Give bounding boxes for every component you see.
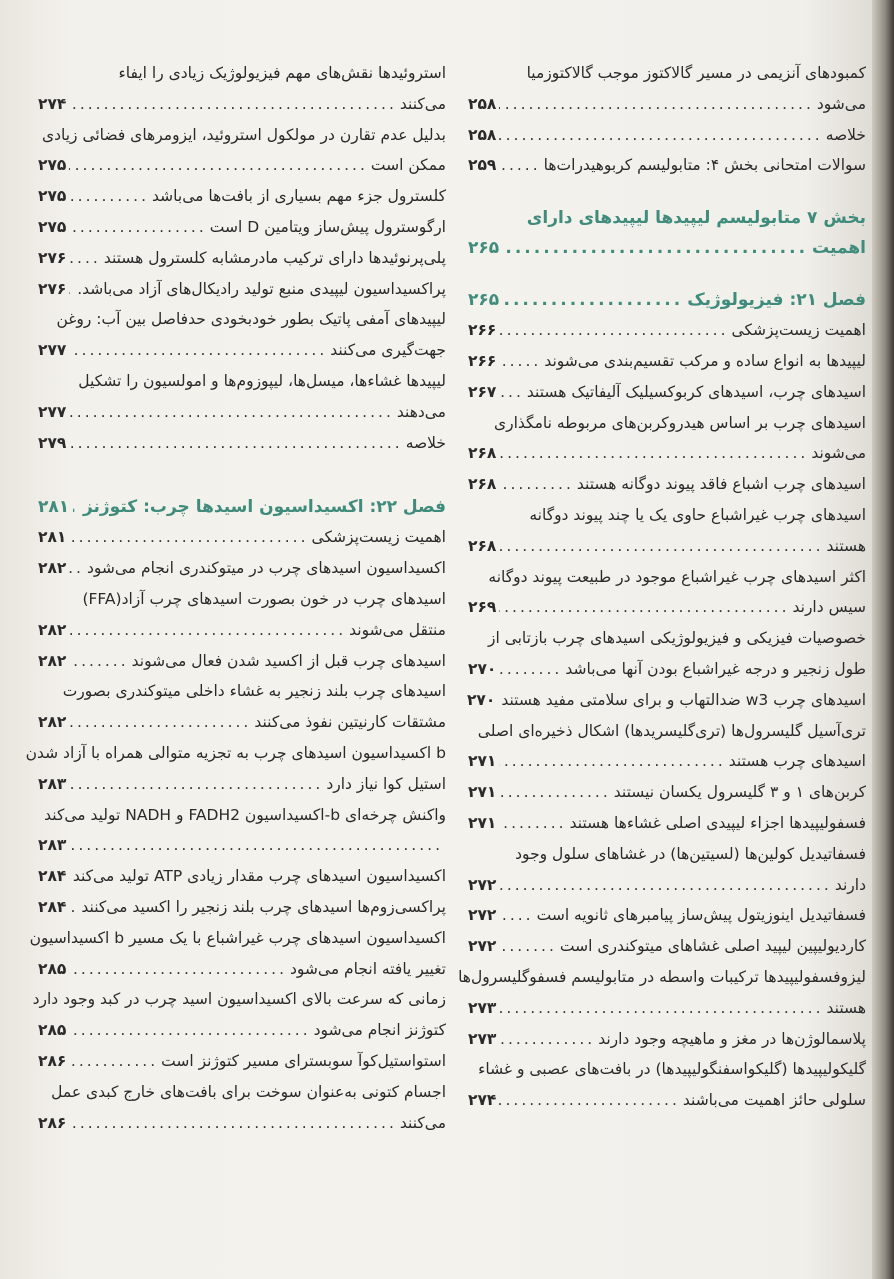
leader-dots: [69, 892, 78, 923]
toc-entry: [38, 1046, 446, 1077]
leader-dots: [499, 592, 789, 623]
entry-page-number: ۲۷۵: [38, 187, 67, 206]
entry-text-line: لیپیدها غشاءها، میسل‌ها، لیپوزوم‌ها و امولسیون را تشکیل: [78, 371, 446, 390]
entry-group-chapter: [25, 522, 446, 1138]
entry-page-number: ۲۷۱: [468, 783, 497, 802]
toc-entry: [468, 408, 866, 470]
leader-dots: [69, 212, 206, 243]
toc-entry: [38, 428, 446, 459]
toc-entry: [38, 676, 446, 738]
entry-text-line: اسیدهای چرب در خون بصورت اسیدهای چرب آزاد(FFA): [82, 589, 446, 608]
entry-page-number: ۲۷۴: [468, 1091, 497, 1110]
chapter-page-number: ۲۸۱: [38, 497, 70, 518]
leader-dots: [69, 181, 149, 212]
leader-dots: [499, 438, 808, 469]
entry-page-number: ۲۶۶: [468, 321, 497, 340]
leader-dots: [499, 1085, 679, 1116]
page-edge: [872, 0, 894, 1279]
leader-dots: [69, 397, 393, 428]
leader-dots: [69, 954, 287, 985]
leader-dots: [69, 615, 346, 646]
entry-text-line: خصوصیات فیزیکی و فیزیولوژیکی اسیدهای چرب بازتابی از: [487, 629, 866, 648]
toc-entry: [38, 274, 446, 305]
leader-dots: [69, 89, 397, 120]
entry-text-line: فسفاتیدیل اینوزیتول پیش‌ساز پیامبرهای ثانویه است: [536, 906, 866, 925]
entry-text-line: طول زنجیر و درجه غیراشباع بودن آنها می‌باشد: [565, 659, 866, 678]
entry-page-number: ۲۵۸: [468, 125, 497, 144]
toc-entry: [468, 346, 866, 377]
toc-entry: [468, 808, 866, 839]
entry-text-line: واکنش چرخه‌ای b-اکسیداسیون FADH2 و NADH تولید می‌کند: [44, 805, 446, 824]
entry-text-line: می‌کنند: [399, 1113, 446, 1132]
toc-entry: [458, 962, 866, 1024]
leader-dots: [73, 492, 79, 522]
entry-page-number: ۲۸۲: [38, 620, 67, 639]
section-heading: [468, 203, 866, 263]
entry-text-line: تغییر یافته انجام می‌شود: [290, 959, 446, 978]
toc-entry: [468, 623, 866, 685]
entry-page-number: ۲۷۱: [468, 813, 497, 832]
chapter-heading: [38, 492, 446, 522]
toc-entry: [468, 562, 866, 624]
entry-page-number: ۲۵۹: [468, 156, 497, 175]
leader-dots: [69, 428, 402, 459]
entry-text-line: دارند: [834, 875, 866, 894]
entry-text-line: فسفاتیدیل کولین‌ها (لسیتین‌ها) در غشاهای سلول وجود: [515, 844, 866, 863]
entry-group-main: [458, 315, 866, 1116]
leader-dots: [499, 654, 562, 685]
leader-dots: [499, 900, 533, 931]
leader-dots: [69, 830, 443, 861]
toc-entry: [38, 1077, 446, 1139]
entry-text-line: اسیدهای چرب غیراشباع حاوی یک یا چند پیوند دوگانه: [529, 505, 866, 524]
leader-dots: [499, 931, 557, 962]
toc-entry: [38, 304, 446, 366]
entry-page-number: ۲۸۲: [38, 651, 67, 670]
leader-dots: [69, 1046, 158, 1077]
leader-dots: [499, 346, 541, 377]
entry-text-line: اسیدهای چرب هستند: [728, 752, 866, 771]
entry-page-number: ۲۶۸: [468, 536, 497, 555]
toc-entry: [38, 800, 446, 862]
toc-entry: [468, 900, 866, 931]
entry-page-number: ۲۷۶: [38, 248, 67, 267]
chapter-title: فصل ۲۲: اکسیداسیون اسیدها چرب: کتوژنز: [82, 497, 446, 518]
leader-dots: [503, 233, 808, 263]
entry-text-line: جهت‌گیری می‌کنند: [330, 341, 446, 360]
entry-text-line: خلاصه: [825, 125, 866, 144]
toc-entry: [38, 181, 446, 212]
leader-dots: [69, 553, 84, 584]
entry-text-line: فسفولیپیدها اجزاء لیپیدی اصلی غشاءها هستند: [569, 813, 866, 832]
entry-text-line: گلیکولیپیدها (گلیکواسفنگولیپیدها) در بافت‌های عصبی و غشاء: [478, 1060, 866, 1079]
leader-dots: [499, 315, 728, 346]
entry-text-line: کتوژنز انجام می‌شود: [313, 1021, 446, 1040]
toc-entry: [38, 584, 446, 646]
entry-text-line: اهمیت زیست‌پزشکی: [311, 528, 446, 547]
entry-text-line: سیس دارند: [792, 598, 866, 617]
toc-entry: [29, 923, 446, 985]
chapter-heading: [468, 285, 866, 315]
entry-page-number: ۲۸۳: [38, 774, 67, 793]
toc-entry: [38, 646, 446, 677]
leader-dots: [69, 150, 368, 181]
toc-right-column: [458, 58, 866, 1116]
entry-text-line: پراکسیداسیون لیپیدی منبع تولید رادیکال‌های آزاد می‌باشد.: [77, 279, 446, 298]
entry-group-top: [38, 58, 446, 458]
leader-dots: [499, 1024, 595, 1055]
toc-left-column: [25, 58, 446, 1138]
entry-page-number: ۲۷۷: [38, 402, 67, 421]
toc-entry: [468, 839, 866, 901]
toc-entry: [468, 120, 866, 151]
entry-page-number: ۲۸۵: [38, 959, 67, 978]
leader-dots: [499, 377, 524, 408]
entry-page-number: ۲۷۵: [38, 156, 67, 175]
toc-entry: [468, 500, 866, 562]
chapter-page-number: ۲۶۵: [468, 290, 500, 311]
entry-page-number: ۲۶۶: [468, 351, 497, 370]
entry-text-line: هستند: [826, 536, 866, 555]
toc-entry: [38, 861, 446, 892]
leader-dots: [69, 243, 100, 274]
entry-text-line: تری‌آسیل گلیسرول‌ها (تری‌گلیسریدها) اشکال ذخیره‌ای اصلی: [477, 721, 866, 740]
leader-dots: [499, 808, 566, 839]
entry-page-number: ۲۷۲: [468, 937, 497, 956]
section-title-line-1: بخش ۷ متابولیسم لیپیدها لیپیدهای دارای: [526, 208, 866, 229]
entry-text-line: اسیدهای چرب قبل از اکسید شدن فعال می‌شوند: [131, 651, 446, 670]
entry-text-line: می‌شود: [816, 94, 866, 113]
leader-dots: [69, 274, 74, 305]
entry-text-line: اکسیداسیون اسیدهای چرب غیراشباع با یک مسیر b اکسیداسیون: [29, 928, 446, 947]
entry-text-line: مشتقات کارنیتین نفوذ می‌کنند: [254, 713, 446, 732]
entry-text-line: استواستیل‌کوآ سوبسترای مسیر کتوژنز است: [161, 1051, 446, 1070]
entry-page-number: ۲۸۳: [38, 836, 67, 855]
toc-entry: [38, 58, 446, 120]
entry-page-number: ۲۸۲: [38, 559, 67, 578]
leader-dots: [499, 993, 823, 1024]
entry-group-pre: [468, 58, 866, 181]
entry-text-line: اکسیداسیون اسیدهای چرب مقدار زیادی ATP تولید می‌کند: [72, 867, 446, 886]
leader-dots: [499, 120, 822, 151]
section-title-line-2: اهمیت: [812, 238, 866, 259]
toc-entry: [38, 243, 446, 274]
entry-page-number: ۲۸۶: [38, 1051, 67, 1070]
leader-dots: [69, 1015, 310, 1046]
toc-entry: [38, 522, 446, 553]
leader-dots: [499, 777, 610, 808]
entry-page-number: ۲۷۰: [468, 659, 497, 678]
entry-page-number: ۲۶۸: [468, 475, 497, 494]
entry-page-number: ۲۷۳: [468, 998, 497, 1017]
entry-text-line: اسیدهای چرب اشباع فاقد پیوند دوگانه هستند: [576, 475, 866, 494]
entry-text-line: بدلیل عدم تقارن در مولکول استروئید، ایزومرهای فضائی زیادی: [41, 125, 446, 144]
leader-dots: [69, 707, 251, 738]
leader-dots: [69, 522, 308, 553]
entry-text-line: کلسترول جزء مهم بسیاری از بافت‌ها می‌باشد: [152, 187, 446, 206]
entry-page-number: ۲۸۲: [38, 713, 67, 732]
entry-text-line: می‌دهند: [396, 402, 446, 421]
entry-page-number: ۲۵۸: [468, 94, 497, 113]
leader-dots: [499, 531, 823, 562]
entry-text-line: ممکن است: [370, 156, 446, 175]
entry-text-line: هستند: [826, 998, 866, 1017]
entry-text-line: سوالات امتحانی بخش ۴: متابولیسم کربوهیدرات‌ها: [543, 156, 866, 175]
toc-entry: [38, 366, 446, 428]
entry-text-line: پراکسی‌زوم‌ها اسیدهای چرب بلند زنجیر را اکسید می‌کنند: [81, 897, 446, 916]
entry-text-line: ارگوسترول پیش‌ساز ویتامین D است: [209, 217, 446, 236]
entry-text-line: اکسیداسیون اسیدهای چرب در میتوکندری انجام می‌شود: [86, 559, 446, 578]
toc-entry: [468, 315, 866, 346]
entry-text-line: می‌شوند: [811, 444, 866, 463]
entry-text-line: اهمیت زیست‌پزشکی: [731, 321, 866, 340]
toc-entry: [468, 58, 866, 120]
entry-page-number: ۲۷۲: [468, 906, 497, 925]
entry-page-number: ۲۸۶: [38, 1113, 67, 1132]
entry-text-line: پلاسمالوژن‌ها در مغز و ماهیچه وجود دارند: [598, 1029, 866, 1048]
leader-dots: [499, 89, 813, 120]
entry-text-line: لیپیدهای آمفی پاتیک بطور خودبخودی حدفاصل بین آب: روغن: [56, 310, 446, 329]
entry-page-number: ۲۷۳: [468, 1029, 497, 1048]
leader-dots: [69, 769, 323, 800]
entry-page-number: ۲۸۵: [38, 1021, 67, 1040]
entry-text-line: استیل کوا نیاز دارد: [326, 774, 446, 793]
leader-dots: [69, 1108, 397, 1139]
toc-entry: [32, 984, 446, 1046]
entry-page-number: ۲۶۷: [468, 382, 497, 401]
entry-page-number: ۲۷۶: [38, 279, 67, 298]
entry-text-line: خلاصه: [405, 433, 446, 452]
entry-text-line: استروئیدها نقش‌های مهم فیزیولوژیک زیادی را ایفاء: [118, 64, 446, 82]
leader-dots: [503, 285, 683, 315]
toc-entry: [468, 377, 866, 408]
entry-page-number: ۲۶۹: [468, 598, 497, 617]
toc-entry: [468, 1054, 866, 1116]
entry-text-line: زمانی که سرعت بالای اکسیداسیون اسید چرب در کبد وجود دارد: [32, 990, 446, 1009]
entry-text-line: کربن‌های ۱ و ۳ گلیسرول یکسان نیستند: [613, 783, 866, 802]
entry-text-line: b اکسیداسیون اسیدهای چرب به تجزیه متوالی همراه با آزاد شدن: [25, 743, 446, 762]
entry-page-number: ۲۸۴: [38, 867, 67, 886]
entry-page-number: ۲۷۷: [38, 341, 67, 360]
toc-entry: [468, 716, 866, 778]
leader-dots: [499, 150, 540, 181]
entry-page-number: ۲۷۱: [468, 752, 497, 771]
entry-page-number: ۲۸۴: [38, 897, 67, 916]
chapter-title: فصل ۲۱: فیزیولوژیک: [687, 290, 866, 311]
entry-text-line: پلی‌پرنوئیدها دارای ترکیب مادرمشابه کلسترول هستند: [103, 248, 446, 267]
toc-entry: [38, 120, 446, 182]
entry-text-line: اسیدهای چرب، اسیدهای کربوکسیلیک آلیفاتیک هستند: [526, 382, 866, 401]
entry-page-number: ۲۸۱: [38, 528, 67, 547]
toc-entry: [468, 685, 866, 716]
entry-text-line: اکثر اسیدهای چرب غیراشباع موجود در طبیعت پیوند دوگانه: [488, 567, 866, 586]
entry-page-number: ۲۶۸: [468, 444, 497, 463]
leader-dots: [499, 469, 574, 500]
toc-entry: [468, 150, 866, 181]
leader-dots: [69, 335, 327, 366]
entry-page-number: ۲۷۰: [466, 690, 496, 709]
entry-page-number: ۲۷۹: [38, 433, 67, 452]
toc-entry: [38, 553, 446, 584]
entry-text-line: کمبودهای آنزیمی در مسیر گالاکتوز موجب گالاکتوزمیا: [526, 64, 866, 82]
section-page-number: ۲۶۵: [468, 238, 500, 259]
entry-text-line: منتقل می‌شوند: [349, 620, 446, 639]
toc-entry: [468, 469, 866, 500]
entry-text-line: اسیدهای چرب بلند زنجیر به غشاء داخلی میتوکندری بصورت: [62, 682, 446, 701]
toc-entry: [25, 738, 446, 800]
leader-dots: [499, 870, 831, 901]
entry-text-line: اجسام کتونی به‌عنوان سوخت برای بافت‌های خارج کبدی عمل: [51, 1082, 446, 1101]
toc-entry: [468, 931, 866, 962]
entry-page-number: ۲۷۵: [38, 217, 67, 236]
entry-text-line: لیپیدها به انواع ساده و مرکب تقسیم‌بندی می‌شوند: [544, 351, 866, 370]
leader-dots: [69, 646, 128, 677]
entry-page-number: ۲۷۲: [468, 875, 497, 894]
entry-text-line: می‌کنند: [399, 94, 446, 113]
toc-entry: [468, 777, 866, 808]
toc-entry: [38, 212, 446, 243]
entry-text-line: اسیدهای چرب w3 ضدالتهاب و برای سلامتی مفید هستند: [501, 690, 866, 709]
entry-text-line: سلولی حائز اهمیت می‌باشند: [682, 1091, 866, 1110]
entry-text-line: اسیدهای چرب بر اساس هیدروکربن‌های مربوطه نامگذاری: [493, 413, 866, 432]
leader-dots: [499, 746, 725, 777]
toc-entry: [468, 1024, 866, 1055]
entry-text-line: لیزوفسفولیپیدها ترکیبات واسطه در متابولیسم فسفوگلیسرول‌ها: [458, 967, 866, 986]
entry-page-number: ۲۷۴: [38, 94, 67, 113]
entry-text-line: کاردیولیپین لیپید اصلی غشاهای میتوکندری است: [559, 937, 866, 956]
toc-entry: [38, 892, 446, 923]
